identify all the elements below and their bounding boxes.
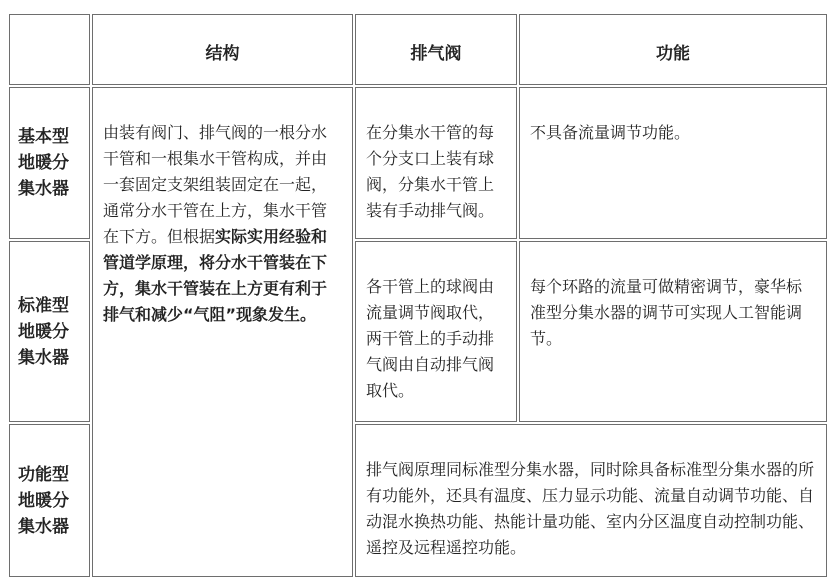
corner-header-cell xyxy=(9,14,90,85)
type-functional-line-2: 地暖分 xyxy=(18,490,69,511)
valve-function-functional-text: 排气阀原理同标准型分集水器，同时除具备标准型分集水器的所有功能外，还具有温度、压力显示功能、流量自动调节功能、自动混水换热功能、热能计量功能、室内分区温度自动控制功能、遥控及远程遥控功能。 xyxy=(366,460,815,557)
type-cell-standard xyxy=(9,241,90,422)
structure-header-label: 结构 xyxy=(205,43,240,64)
structure-merged-cell xyxy=(92,87,353,577)
structure-header-cell xyxy=(92,14,353,85)
function-header-label: 功能 xyxy=(656,43,690,64)
type-standard-line-2: 地暖分 xyxy=(18,321,69,342)
type-functional-line-1: 功能型 xyxy=(18,464,69,485)
function-cell-basic xyxy=(519,87,827,239)
function-basic-text: 不具备流量调节功能。 xyxy=(530,123,691,142)
exhaust-valve-standard-text: 各干管上的球阀由流量调节阀取代，两干管上的手动排气阀由自动排气阀取代。 xyxy=(366,277,495,400)
type-standard-line-1: 标准型 xyxy=(18,295,69,316)
exhaust-valve-basic-text: 在分集水干管的每个分支口上装有球阀，分集水干管上装有手动排气阀。 xyxy=(366,123,495,220)
structure-text-bold: 实际实用经验和管道学原理，将分水干管装在下方，集水干管装在上方更有利于排气和减少“气阻”现象发生。 xyxy=(103,227,328,324)
exhaust-valve-cell-standard xyxy=(355,241,517,422)
exhaust-valve-header-cell xyxy=(355,14,517,85)
type-basic-line-2: 地暖分 xyxy=(18,153,69,173)
valve-function-cell-functional xyxy=(355,424,827,577)
function-header-cell xyxy=(519,14,827,85)
exhaust-valve-header-label: 排气阀 xyxy=(410,43,462,64)
type-basic-line-1: 基本型 xyxy=(18,127,69,147)
exhaust-valve-cell-basic xyxy=(355,87,517,239)
function-cell-standard xyxy=(519,241,827,422)
function-standard-text: 每个环路的流量可做精密调节，豪华标准型分集水器的调节可实现人工智能调节。 xyxy=(530,277,803,348)
structure-text-normal: 由装有阀门、排气阀的一根分水干管和一根集水干管构成，并由一套固定支架组装固定在一起，通常分水干管在上方，集水干管在下方。但根据 xyxy=(103,123,328,246)
type-standard-line-3: 集水器 xyxy=(18,347,69,368)
type-cell-basic xyxy=(9,87,90,239)
type-cell-functional xyxy=(9,424,90,577)
type-functional-line-3: 集水器 xyxy=(18,516,69,537)
type-basic-line-3: 集水器 xyxy=(18,179,69,199)
